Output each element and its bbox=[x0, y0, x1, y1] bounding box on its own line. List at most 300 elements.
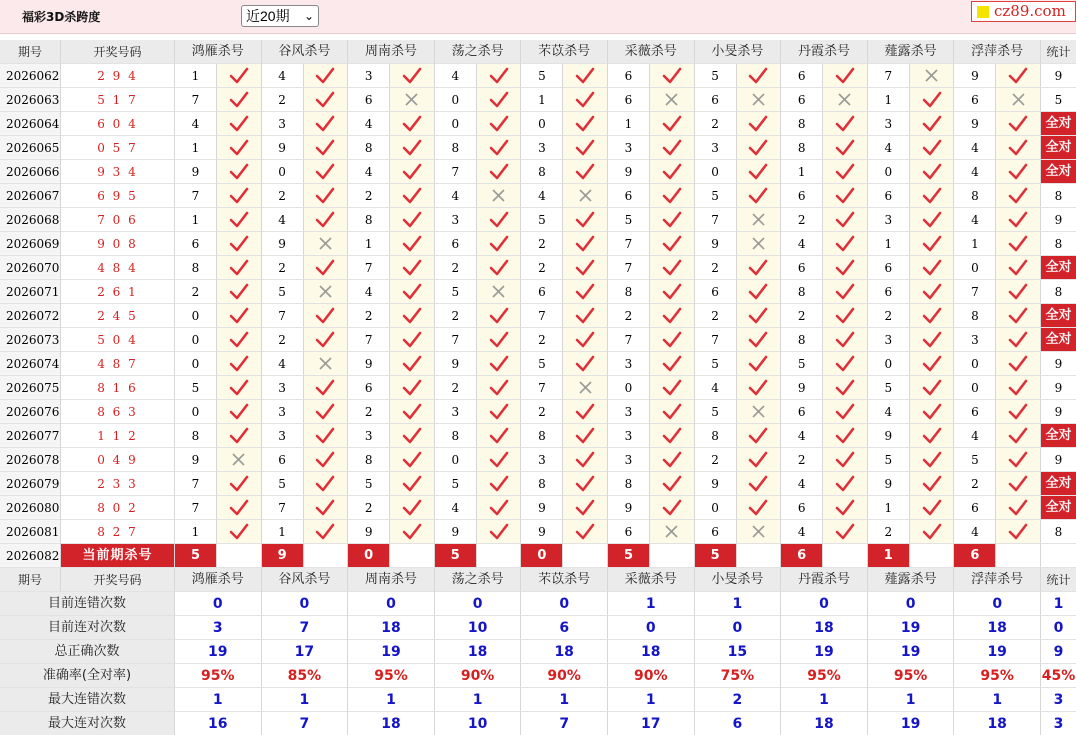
kill-number: 4 bbox=[262, 208, 304, 232]
check-icon bbox=[662, 282, 682, 302]
kill-number: 6 bbox=[608, 184, 650, 208]
hit-mark bbox=[910, 208, 955, 232]
hit-mark bbox=[737, 496, 782, 520]
hit-mark bbox=[823, 328, 868, 352]
table-row bbox=[0, 112, 1076, 136]
kill-number: 5 bbox=[695, 184, 737, 208]
kill-number: 7 bbox=[608, 256, 650, 280]
column-header-issue: 期号 bbox=[0, 40, 61, 64]
kill-number: 5 bbox=[608, 208, 650, 232]
hit-mark bbox=[910, 112, 955, 136]
kill-number: 3 bbox=[608, 448, 650, 472]
hit-mark bbox=[477, 160, 522, 184]
hit-mark bbox=[737, 112, 782, 136]
summary-value: 18 bbox=[781, 616, 868, 640]
table-row bbox=[0, 352, 1076, 376]
check-icon bbox=[315, 522, 335, 542]
check-icon bbox=[922, 306, 942, 326]
hit-mark bbox=[217, 352, 262, 376]
hit-mark bbox=[477, 232, 522, 256]
kill-number: 2 bbox=[781, 448, 823, 472]
hit-mark bbox=[217, 136, 262, 160]
hit-mark bbox=[563, 328, 608, 352]
all-right-badge: 全对 bbox=[1041, 136, 1076, 160]
hit-mark bbox=[650, 424, 695, 448]
kill-number: 6 bbox=[781, 400, 823, 424]
check-icon bbox=[835, 138, 855, 158]
hit-mark bbox=[996, 112, 1041, 136]
hit-mark bbox=[910, 280, 955, 304]
kill-number: 8 bbox=[521, 160, 563, 184]
check-icon bbox=[315, 162, 335, 182]
check-icon bbox=[662, 210, 682, 230]
hit-mark bbox=[823, 280, 868, 304]
check-icon bbox=[922, 234, 942, 254]
kill-number: 0 bbox=[695, 496, 737, 520]
issue-number: 2026066 bbox=[0, 160, 61, 184]
draw-numbers: 1 1 2 bbox=[61, 424, 175, 448]
check-icon bbox=[662, 258, 682, 278]
hit-mark bbox=[650, 472, 695, 496]
hit-mark bbox=[910, 88, 955, 112]
summary-value: 18 bbox=[954, 712, 1041, 735]
summary-value: 7 bbox=[521, 712, 608, 735]
kill-number: 4 bbox=[348, 160, 390, 184]
check-icon bbox=[575, 258, 595, 278]
kill-number: 5 bbox=[175, 376, 217, 400]
kill-number: 1 bbox=[868, 88, 910, 112]
check-icon bbox=[662, 474, 682, 494]
stat-count: 9 bbox=[1041, 64, 1076, 88]
check-icon bbox=[315, 330, 335, 350]
current-kill-number: 0 bbox=[348, 544, 390, 568]
check-icon bbox=[315, 474, 335, 494]
table-row bbox=[0, 136, 1076, 160]
hit-mark bbox=[910, 520, 955, 544]
check-icon bbox=[662, 402, 682, 422]
table-header-row-bottom bbox=[0, 568, 1076, 592]
summary-value: 18 bbox=[435, 640, 522, 664]
draw-numbers: 7 0 6 bbox=[61, 208, 175, 232]
kill-number: 7 bbox=[175, 496, 217, 520]
kill-number: 0 bbox=[954, 352, 996, 376]
cross-icon bbox=[578, 380, 593, 395]
kill-number: 3 bbox=[608, 136, 650, 160]
check-icon bbox=[402, 522, 422, 542]
check-icon bbox=[662, 66, 682, 86]
hit-mark bbox=[304, 112, 349, 136]
kill-number: 8 bbox=[348, 208, 390, 232]
hit-mark bbox=[650, 304, 695, 328]
column-header-expert[interactable]: 芣苡杀号 bbox=[521, 568, 608, 592]
check-icon bbox=[835, 66, 855, 86]
table-row bbox=[0, 496, 1076, 520]
logo-text: cz89.com bbox=[994, 2, 1066, 20]
check-icon bbox=[835, 522, 855, 542]
column-header-expert[interactable]: 采薇杀号 bbox=[608, 40, 695, 64]
kill-number: 3 bbox=[868, 208, 910, 232]
hit-mark bbox=[304, 64, 349, 88]
column-header-issue: 期号 bbox=[0, 568, 61, 592]
issue-number: 2026079 bbox=[0, 472, 61, 496]
hit-mark bbox=[737, 160, 782, 184]
hit-mark bbox=[477, 136, 522, 160]
kill-number: 8 bbox=[781, 136, 823, 160]
check-icon bbox=[662, 306, 682, 326]
hit-mark bbox=[910, 376, 955, 400]
site-logo[interactable] bbox=[971, 1, 1076, 22]
kill-number: 3 bbox=[262, 112, 304, 136]
check-icon bbox=[1008, 186, 1028, 206]
hit-mark bbox=[823, 184, 868, 208]
kill-number: 0 bbox=[695, 160, 737, 184]
hit-mark bbox=[390, 208, 435, 232]
kill-number: 6 bbox=[608, 64, 650, 88]
current-stat-blank bbox=[1041, 544, 1076, 568]
check-icon bbox=[489, 498, 509, 518]
kill-number: 2 bbox=[954, 472, 996, 496]
kill-number: 7 bbox=[435, 328, 477, 352]
check-icon bbox=[748, 138, 768, 158]
kill-number: 0 bbox=[521, 112, 563, 136]
check-icon bbox=[835, 114, 855, 134]
kill-number: 4 bbox=[868, 400, 910, 424]
check-icon bbox=[575, 498, 595, 518]
hit-mark bbox=[823, 520, 868, 544]
check-icon bbox=[1008, 522, 1028, 542]
check-icon bbox=[835, 162, 855, 182]
kill-number: 3 bbox=[348, 424, 390, 448]
check-icon bbox=[402, 450, 422, 470]
all-right-badge: 全对 bbox=[1041, 496, 1076, 520]
draw-numbers: 0 5 7 bbox=[61, 136, 175, 160]
hit-mark bbox=[477, 328, 522, 352]
check-icon bbox=[315, 258, 335, 278]
hit-mark bbox=[737, 256, 782, 280]
check-icon bbox=[229, 234, 249, 254]
check-icon bbox=[402, 138, 422, 158]
column-header-expert[interactable]: 芣苡杀号 bbox=[521, 40, 608, 64]
check-icon bbox=[1008, 66, 1028, 86]
hit-mark bbox=[650, 184, 695, 208]
column-header-expert[interactable]: 周南杀号 bbox=[348, 40, 435, 64]
hit-mark bbox=[737, 424, 782, 448]
stat-count: 9 bbox=[1041, 400, 1076, 424]
hit-mark bbox=[563, 64, 608, 88]
miss-mark bbox=[390, 88, 435, 112]
kill-number: 7 bbox=[608, 328, 650, 352]
kill-number: 2 bbox=[781, 208, 823, 232]
column-header-expert[interactable]: 谷风杀号 bbox=[262, 568, 349, 592]
check-icon bbox=[1008, 114, 1028, 134]
current-kill-blank bbox=[217, 544, 262, 568]
issue-number: 2026069 bbox=[0, 232, 61, 256]
check-icon bbox=[315, 90, 335, 110]
column-header-draw: 开奖号码 bbox=[61, 40, 175, 64]
check-icon bbox=[489, 426, 509, 446]
cross-icon bbox=[751, 212, 766, 227]
period-select[interactable] bbox=[241, 5, 319, 27]
check-icon bbox=[315, 402, 335, 422]
kill-number: 7 bbox=[695, 208, 737, 232]
check-icon bbox=[1008, 498, 1028, 518]
summary-value: 18 bbox=[781, 712, 868, 735]
check-icon bbox=[662, 450, 682, 470]
summary-value: 18 bbox=[521, 640, 608, 664]
column-header-expert[interactable]: 小旻杀号 bbox=[695, 40, 782, 64]
logo-square-icon bbox=[977, 6, 989, 18]
check-icon bbox=[922, 90, 942, 110]
kill-number: 9 bbox=[608, 160, 650, 184]
check-icon bbox=[402, 258, 422, 278]
summary-value: 3 bbox=[175, 616, 262, 640]
column-header-expert[interactable]: 谷风杀号 bbox=[262, 40, 349, 64]
kill-number: 2 bbox=[521, 232, 563, 256]
column-header-expert[interactable]: 荡之杀号 bbox=[435, 568, 522, 592]
kill-number: 8 bbox=[175, 256, 217, 280]
current-kill-blank bbox=[737, 544, 782, 568]
hit-mark bbox=[477, 208, 522, 232]
hit-mark bbox=[217, 184, 262, 208]
kill-number: 7 bbox=[435, 160, 477, 184]
check-icon bbox=[489, 114, 509, 134]
hit-mark bbox=[304, 496, 349, 520]
issue-number: 2026075 bbox=[0, 376, 61, 400]
check-icon bbox=[1008, 210, 1028, 230]
hit-mark bbox=[563, 400, 608, 424]
kill-number: 9 bbox=[435, 520, 477, 544]
kill-number: 2 bbox=[175, 280, 217, 304]
check-icon bbox=[835, 378, 855, 398]
summary-value: 90% bbox=[608, 664, 695, 688]
check-icon bbox=[229, 354, 249, 374]
draw-numbers: 2 6 1 bbox=[61, 280, 175, 304]
hit-mark bbox=[390, 328, 435, 352]
column-header-expert[interactable]: 薤露杀号 bbox=[868, 40, 955, 64]
hit-mark bbox=[910, 232, 955, 256]
miss-mark bbox=[737, 208, 782, 232]
column-header-expert[interactable]: 浮萍杀号 bbox=[954, 568, 1041, 592]
hit-mark bbox=[650, 112, 695, 136]
check-icon bbox=[402, 234, 422, 254]
hit-mark bbox=[217, 112, 262, 136]
draw-numbers: 5 1 7 bbox=[61, 88, 175, 112]
summary-value: 1 bbox=[695, 592, 782, 616]
kill-number: 9 bbox=[954, 64, 996, 88]
kill-number: 8 bbox=[521, 424, 563, 448]
summary-value: 1 bbox=[262, 688, 349, 712]
hit-mark bbox=[477, 352, 522, 376]
hit-mark bbox=[737, 64, 782, 88]
hit-mark bbox=[996, 256, 1041, 280]
current-kill-number: 9 bbox=[262, 544, 304, 568]
kill-number: 5 bbox=[695, 352, 737, 376]
miss-mark bbox=[823, 88, 868, 112]
issue-number: 2026076 bbox=[0, 400, 61, 424]
kill-number: 9 bbox=[695, 472, 737, 496]
check-icon bbox=[489, 234, 509, 254]
kill-number: 6 bbox=[868, 184, 910, 208]
hit-mark bbox=[823, 304, 868, 328]
column-header-expert[interactable]: 鸿雁杀号 bbox=[175, 40, 262, 64]
hit-mark bbox=[823, 496, 868, 520]
issue-number: 2026072 bbox=[0, 304, 61, 328]
kill-number: 6 bbox=[954, 88, 996, 112]
check-icon bbox=[575, 162, 595, 182]
check-icon bbox=[748, 450, 768, 470]
check-icon bbox=[575, 90, 595, 110]
kill-number: 2 bbox=[262, 184, 304, 208]
hit-mark bbox=[217, 376, 262, 400]
hit-mark bbox=[217, 400, 262, 424]
hit-mark bbox=[477, 376, 522, 400]
cross-icon bbox=[231, 452, 246, 467]
issue-number: 2026068 bbox=[0, 208, 61, 232]
hit-mark bbox=[823, 64, 868, 88]
draw-numbers: 8 1 6 bbox=[61, 376, 175, 400]
hit-mark bbox=[823, 424, 868, 448]
hit-mark bbox=[737, 280, 782, 304]
period-select-value: 近20期 bbox=[246, 8, 290, 24]
check-icon bbox=[315, 138, 335, 158]
kill-number: 2 bbox=[348, 496, 390, 520]
issue-number: 2026074 bbox=[0, 352, 61, 376]
cross-icon bbox=[751, 236, 766, 251]
check-icon bbox=[402, 354, 422, 374]
hit-mark bbox=[910, 136, 955, 160]
kill-number: 2 bbox=[521, 400, 563, 424]
column-header-expert[interactable]: 丹霞杀号 bbox=[781, 568, 868, 592]
kill-number: 7 bbox=[521, 304, 563, 328]
check-icon bbox=[489, 210, 509, 230]
hit-mark bbox=[823, 448, 868, 472]
kill-number: 8 bbox=[954, 184, 996, 208]
check-icon bbox=[575, 306, 595, 326]
summary-label: 准确率(全对率) bbox=[0, 664, 175, 688]
hit-mark bbox=[304, 88, 349, 112]
hit-mark bbox=[563, 88, 608, 112]
check-icon bbox=[229, 306, 249, 326]
cross-icon bbox=[491, 284, 506, 299]
check-icon bbox=[922, 450, 942, 470]
kill-number: 8 bbox=[781, 280, 823, 304]
kill-number: 0 bbox=[175, 304, 217, 328]
summary-value: 0 bbox=[175, 592, 262, 616]
issue-number: 2026063 bbox=[0, 88, 61, 112]
check-icon bbox=[315, 306, 335, 326]
summary-row bbox=[0, 712, 1076, 735]
kill-number: 6 bbox=[695, 88, 737, 112]
column-header-expert[interactable]: 周南杀号 bbox=[348, 568, 435, 592]
check-icon bbox=[922, 186, 942, 206]
column-header-expert[interactable]: 浮萍杀号 bbox=[954, 40, 1041, 64]
summary-value: 10 bbox=[435, 616, 522, 640]
column-header-expert[interactable]: 小旻杀号 bbox=[695, 568, 782, 592]
check-icon bbox=[835, 330, 855, 350]
kill-number: 5 bbox=[781, 352, 823, 376]
column-header-expert[interactable]: 荡之杀号 bbox=[435, 40, 522, 64]
hit-mark bbox=[217, 208, 262, 232]
stat-count: 9 bbox=[1041, 352, 1076, 376]
issue-number: 2026073 bbox=[0, 328, 61, 352]
table-row bbox=[0, 400, 1076, 424]
summary-value: 0 bbox=[954, 592, 1041, 616]
check-icon bbox=[575, 114, 595, 134]
kill-number: 0 bbox=[608, 376, 650, 400]
check-icon bbox=[922, 258, 942, 278]
miss-mark bbox=[563, 184, 608, 208]
kill-number: 5 bbox=[868, 376, 910, 400]
hit-mark bbox=[304, 136, 349, 160]
summary-label: 最大连错次数 bbox=[0, 688, 175, 712]
all-right-badge: 全对 bbox=[1041, 424, 1076, 448]
column-header-expert[interactable]: 丹霞杀号 bbox=[781, 40, 868, 64]
kill-number: 7 bbox=[175, 184, 217, 208]
stat-count: 5 bbox=[1041, 88, 1076, 112]
check-icon bbox=[489, 306, 509, 326]
kill-number: 6 bbox=[608, 520, 650, 544]
check-icon bbox=[748, 186, 768, 206]
miss-mark bbox=[910, 64, 955, 88]
kill-number: 1 bbox=[175, 136, 217, 160]
draw-numbers: 8 6 3 bbox=[61, 400, 175, 424]
kill-number: 9 bbox=[695, 232, 737, 256]
hit-mark bbox=[650, 400, 695, 424]
kill-number: 9 bbox=[868, 424, 910, 448]
hit-mark bbox=[996, 352, 1041, 376]
kill-number: 7 bbox=[175, 472, 217, 496]
kill-number: 5 bbox=[521, 352, 563, 376]
hit-mark bbox=[737, 472, 782, 496]
cross-icon bbox=[578, 188, 593, 203]
check-icon bbox=[575, 450, 595, 470]
summary-value: 95% bbox=[868, 664, 955, 688]
hit-mark bbox=[823, 136, 868, 160]
column-header-expert[interactable]: 采薇杀号 bbox=[608, 568, 695, 592]
check-icon bbox=[1008, 354, 1028, 374]
summary-value: 2 bbox=[695, 688, 782, 712]
hit-mark bbox=[737, 184, 782, 208]
kill-number: 3 bbox=[521, 136, 563, 160]
summary-label: 目前连对次数 bbox=[0, 616, 175, 640]
kill-number: 7 bbox=[348, 256, 390, 280]
hit-mark bbox=[996, 520, 1041, 544]
hit-mark bbox=[823, 256, 868, 280]
kill-number: 4 bbox=[781, 424, 823, 448]
hit-mark bbox=[304, 424, 349, 448]
summary-value: 85% bbox=[262, 664, 349, 688]
check-icon bbox=[922, 426, 942, 446]
column-header-expert[interactable]: 薤露杀号 bbox=[868, 568, 955, 592]
draw-numbers: 0 4 9 bbox=[61, 448, 175, 472]
check-icon bbox=[229, 162, 249, 182]
check-icon bbox=[229, 474, 249, 494]
table-row bbox=[0, 520, 1076, 544]
check-icon bbox=[229, 330, 249, 350]
check-icon bbox=[748, 354, 768, 374]
current-kill-number: 0 bbox=[521, 544, 563, 568]
draw-numbers: 8 0 2 bbox=[61, 496, 175, 520]
hit-mark bbox=[477, 448, 522, 472]
kill-number: 1 bbox=[608, 112, 650, 136]
hit-mark bbox=[823, 208, 868, 232]
kill-number: 9 bbox=[175, 160, 217, 184]
hit-mark bbox=[737, 328, 782, 352]
hit-mark bbox=[217, 280, 262, 304]
check-icon bbox=[922, 138, 942, 158]
column-header-expert[interactable]: 鸿雁杀号 bbox=[175, 568, 262, 592]
kill-number: 8 bbox=[521, 472, 563, 496]
